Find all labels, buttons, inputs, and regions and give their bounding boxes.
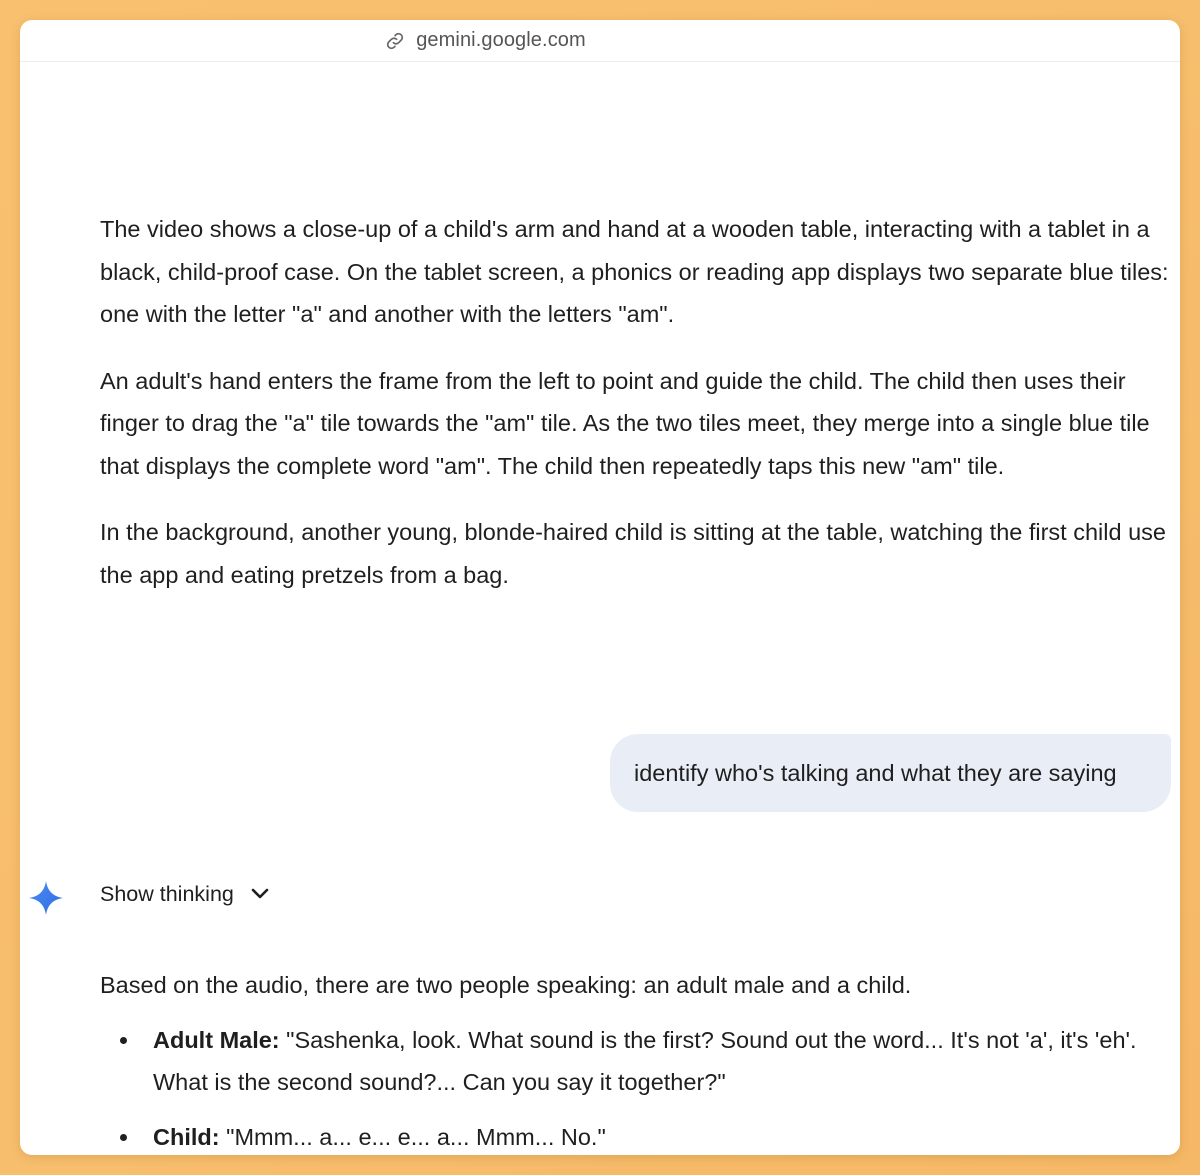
speaker-quote: "Sashenka, look. What sound is the first? Sound out the word... It's not 'a', it's 'eh'. What is the second sound?... Can you say it together?" xyxy=(153,1026,1137,1095)
show-thinking-label: Show thinking xyxy=(100,882,234,906)
description-paragraph: In the background, another young, blonde-haired child is sitting at the table, watching the first child use the app and eating pretzels from a bag. xyxy=(100,519,1166,588)
user-message-bubble xyxy=(610,734,1171,812)
description-paragraph: The video shows a close-up of a child's arm and hand at a wooden table, interacting with a tablet in a black, child-proof case. On the tablet screen, a phonics or reading app displays two separate blue tiles: one with the letter "a" and another with the letters "am". xyxy=(100,216,1169,327)
link-icon xyxy=(384,30,406,52)
description-paragraph: An adult's hand enters the frame from the left to point and guide the child. The child then uses their finger to drag the "a" tile towards the "am" tile. As the two tiles meet, they merge into a single blue tile that displays the complete word "am". The child then repeatedly taps this new "am" tile. xyxy=(100,367,1150,479)
speaker-quote: "Mmm... a... e... e... a... Mmm... No." xyxy=(219,1123,606,1150)
conversation xyxy=(100,62,1180,620)
gemini-sparkle-icon xyxy=(28,880,64,916)
list-item xyxy=(100,1019,1150,1104)
show-thinking-toggle[interactable] xyxy=(100,882,270,907)
speaker-label: Adult Male: xyxy=(153,1026,280,1053)
assistant-response xyxy=(100,964,1150,1155)
chevron-down-icon xyxy=(250,882,270,907)
response-lead: Based on the audio, there are two people speaking: an adult male and a child. xyxy=(100,972,912,998)
speaker-label: Child: xyxy=(153,1123,220,1150)
bullet-dot xyxy=(120,1037,127,1044)
url-bar[interactable] xyxy=(20,20,1180,62)
list-item xyxy=(100,1116,1150,1156)
url-text: gemini.google.com xyxy=(416,29,586,51)
user-message-text: identify who's talking and what they are saying xyxy=(634,759,1117,786)
bullet-dot xyxy=(120,1134,127,1141)
browser-window xyxy=(20,20,1180,1155)
speaker-list xyxy=(100,1019,1150,1156)
